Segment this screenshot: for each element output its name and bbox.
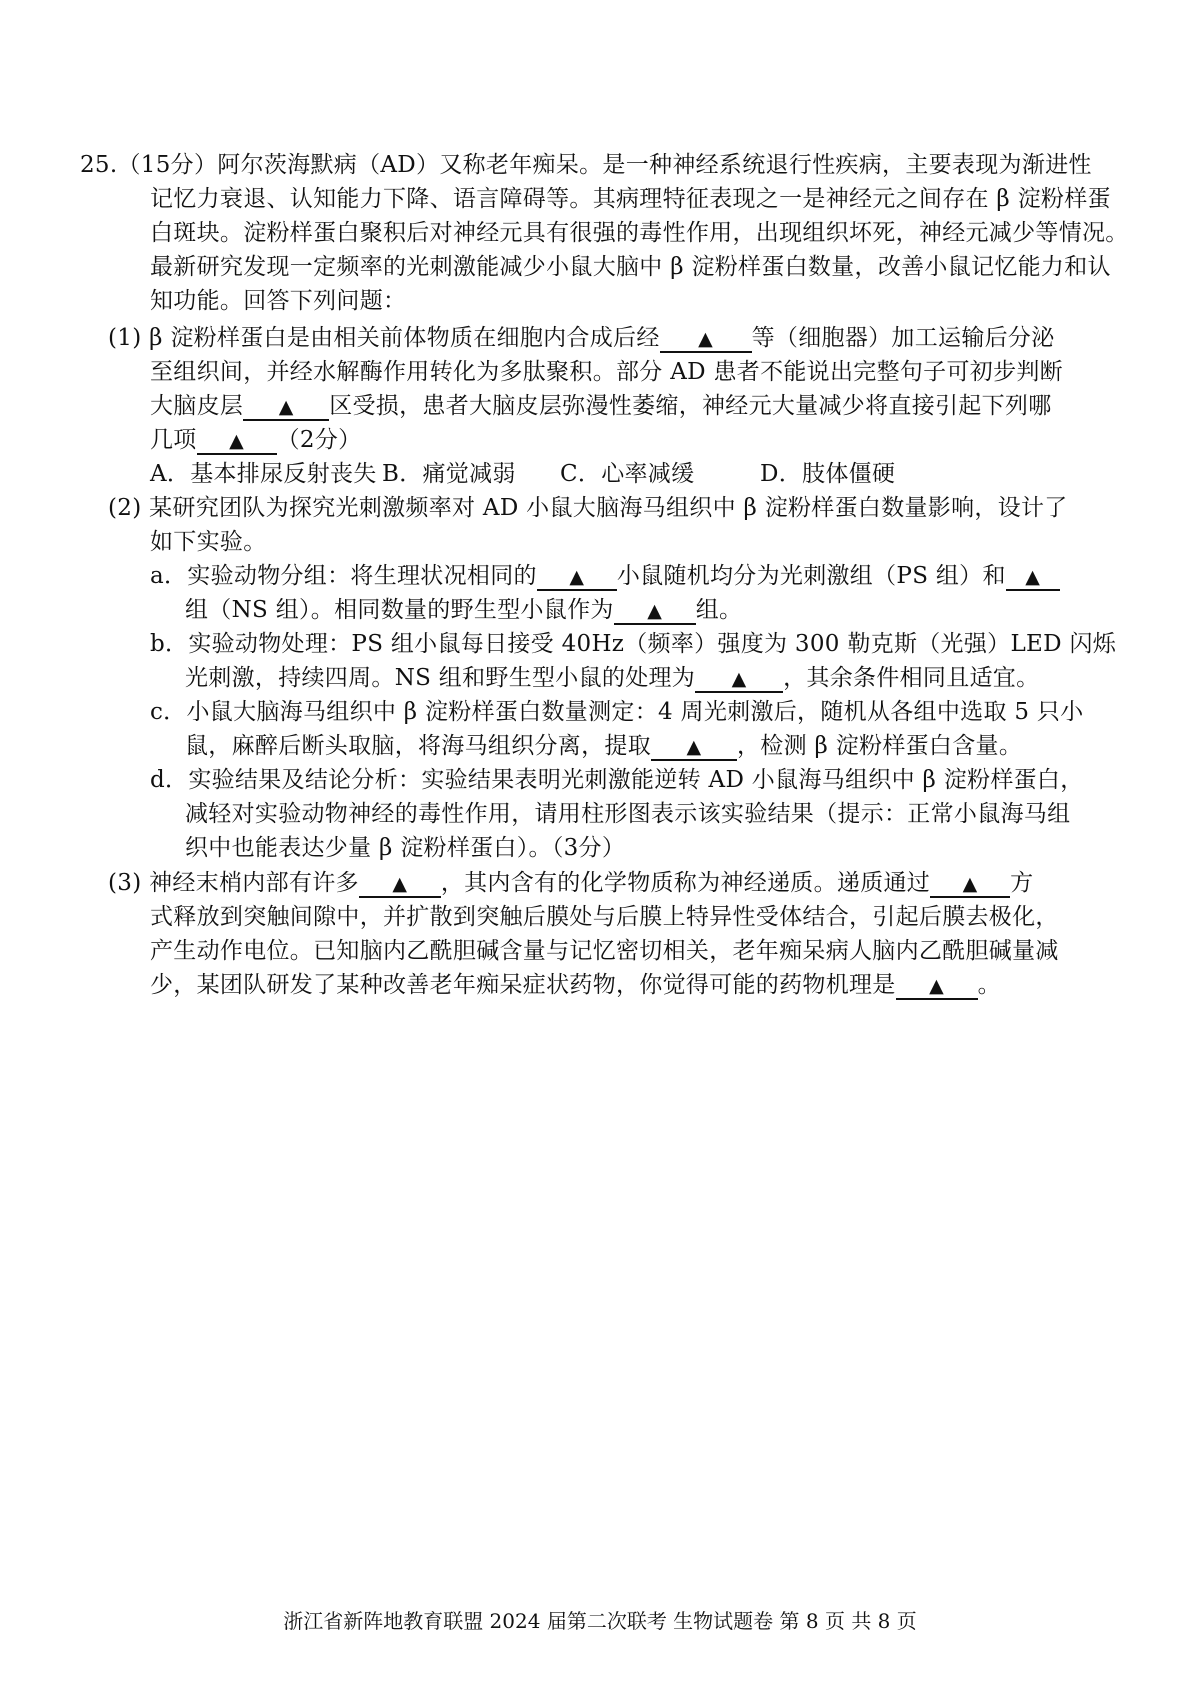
part3-text: 神经末梢内部有许多 xyxy=(149,870,359,896)
part2-text: ，检测 β 淀粉样蛋白含量。 xyxy=(737,733,1023,759)
question-intro-line-2: 记忆力衰退、认知能力下降、语言障碍等。其病理特征表现之一是神经元之间存在 β 淀粉样蛋 xyxy=(150,186,1111,212)
part1-text: β 淀粉样蛋白是由相关前体物质在细胞内合成后经 xyxy=(149,325,660,351)
part2-text: 鼠，麻醉后断头取脑，将海马组织分离，提取 xyxy=(185,733,651,759)
blank-marker-icon: ▲ xyxy=(962,873,978,895)
blank-marker-icon: ▲ xyxy=(731,668,747,690)
question-intro-line-4: 最新研究发现一定频率的光刺激能减少小鼠大脑中 β 淀粉样蛋白数量，改善小鼠记忆能力和认 xyxy=(150,254,1111,280)
part3-line-2: 式释放到突触间隙中，并扩散到突触后膜处与后膜上特异性受体结合，引起后膜去极化， xyxy=(150,904,1059,930)
blank-marker-icon: ▲ xyxy=(647,600,663,622)
question-intro-line-5: 知功能。回答下列问题： xyxy=(150,288,407,314)
part2-text: 组。 xyxy=(695,597,743,623)
part1-line-1 xyxy=(108,323,1055,353)
part1-text: 区受损，患者大脑皮层弥漫性萎缩，神经元大量减少将直接引起下列哪 xyxy=(329,393,1052,419)
part1-options xyxy=(150,459,895,489)
part1-label: (1) xyxy=(108,325,142,351)
answer-blank[interactable] xyxy=(614,598,696,625)
part3-line-4 xyxy=(150,970,1001,1000)
blank-marker-icon: ▲ xyxy=(278,396,294,418)
page-footer: 浙江省新阵地教育联盟 2024 届第二次联考 生物试题卷 第 8 页 共 8 页 xyxy=(283,1609,917,1633)
answer-blank[interactable] xyxy=(930,871,1010,898)
question-number: 25. xyxy=(80,152,118,178)
part2-c-line-2 xyxy=(185,731,1022,761)
part1-line-4 xyxy=(150,425,361,455)
part2-d-line-3: 织中也能表达少量 β 淀粉样蛋白）。（3分） xyxy=(185,835,626,861)
blank-marker-icon: ▲ xyxy=(929,975,945,997)
option-b[interactable]: B．痛觉减弱 xyxy=(382,461,516,487)
part2-a-line-2 xyxy=(185,595,742,625)
option-d[interactable]: D．肢体僵硬 xyxy=(760,461,896,487)
part3-text: 方 xyxy=(1010,870,1034,896)
intro-text: 阿尔茨海默病（AD）又称老年痴呆。是一种神经系统退行性疾病，主要表现为渐进性 xyxy=(217,152,1092,178)
answer-blank[interactable] xyxy=(660,326,752,353)
answer-blank[interactable] xyxy=(1006,564,1060,591)
answer-blank[interactable] xyxy=(537,564,617,591)
answer-blank[interactable] xyxy=(359,871,441,898)
part3-line-1 xyxy=(108,868,1033,898)
part2-b-line-1: b．实验动物处理：PS 组小鼠每日接受 40Hz（频率）强度为 300 勒克斯（光强）LED 闪烁 xyxy=(150,631,1117,657)
part2-line-1 xyxy=(108,493,1068,523)
part1-score: （2分） xyxy=(276,427,362,453)
part3-text: 。 xyxy=(977,972,1001,998)
part1-text: 等（细胞器）加工运输后分泌 xyxy=(751,325,1055,351)
answer-blank[interactable] xyxy=(695,666,783,693)
answer-blank[interactable] xyxy=(243,394,329,421)
answer-blank[interactable] xyxy=(896,973,978,1000)
answer-blank[interactable] xyxy=(651,734,737,761)
option-c[interactable]: C．心率减缓 xyxy=(560,461,695,487)
part1-text: 几项 xyxy=(150,427,197,453)
blank-marker-icon: ▲ xyxy=(569,566,585,588)
part3-text: ，其内含有的化学物质称为神经递质。递质通过 xyxy=(440,870,931,896)
part2-text: a．实验动物分组：将生理状况相同的 xyxy=(150,563,537,589)
part1-text: 大脑皮层 xyxy=(150,393,244,419)
part2-text: 组（NS 组）。相同数量的野生型小鼠作为 xyxy=(185,597,614,623)
blank-marker-icon: ▲ xyxy=(686,736,702,758)
part2-text: 小鼠随机均分为光刺激组（PS 组）和 xyxy=(616,563,1006,589)
question-score: （15分） xyxy=(117,152,218,178)
part2-d-line-2: 减轻对实验动物神经的毒性作用，请用柱形图表示该实验结果（提示：正常小鼠海马组 xyxy=(185,801,1071,827)
part1-line-2: 至组织间，并经水解酶作用转化为多肽聚积。部分 AD 患者不能说出完整句子可初步判断 xyxy=(150,359,1063,385)
part2-line-2: 如下实验。 xyxy=(150,529,267,555)
part3-label: (3) xyxy=(108,870,142,896)
question-intro-line-1 xyxy=(80,150,1092,180)
part2-a-line-1 xyxy=(150,561,1060,591)
part2-text: ，其余条件相同且适宜。 xyxy=(783,665,1040,691)
option-a[interactable]: A．基本排尿反射丧失 xyxy=(150,461,377,487)
blank-marker-icon: ▲ xyxy=(1025,566,1041,588)
blank-marker-icon: ▲ xyxy=(392,873,408,895)
question-intro-line-3: 白斑块。淀粉样蛋白聚积后对神经元具有很强的毒性作用，出现组织坏死，神经元减少等情况。 xyxy=(150,220,1129,246)
part2-b-line-2 xyxy=(185,663,1039,693)
part1-line-3 xyxy=(150,391,1052,421)
part2-d-line-1: d．实验结果及结论分析：实验结果表明光刺激能逆转 AD 小鼠海马组织中 β 淀粉样蛋白， xyxy=(150,767,1084,793)
part3-text: 少，某团队研发了某种改善老年痴呆症状药物，你觉得可能的药物机理是 xyxy=(150,972,896,998)
part2-text: 光刺激，持续四周。NS 组和野生型小鼠的处理为 xyxy=(185,665,696,691)
part2-label: (2) xyxy=(108,495,142,521)
part2-c-line-1: c．小鼠大脑海马组织中 β 淀粉样蛋白数量测定：4 周光刺激后，随机从各组中选取 5 只小 xyxy=(150,699,1084,725)
part2-text: 某研究团队为探究光刺激频率对 AD 小鼠大脑海马组织中 β 淀粉样蛋白数量影响，设计了 xyxy=(149,495,1068,521)
blank-marker-icon: ▲ xyxy=(229,430,245,452)
blank-marker-icon: ▲ xyxy=(698,328,714,350)
answer-blank[interactable] xyxy=(197,428,277,455)
part3-line-3: 产生动作电位。已知脑内乙酰胆碱含量与记忆密切相关，老年痴呆病人脑内乙酰胆碱量减 xyxy=(150,938,1059,964)
